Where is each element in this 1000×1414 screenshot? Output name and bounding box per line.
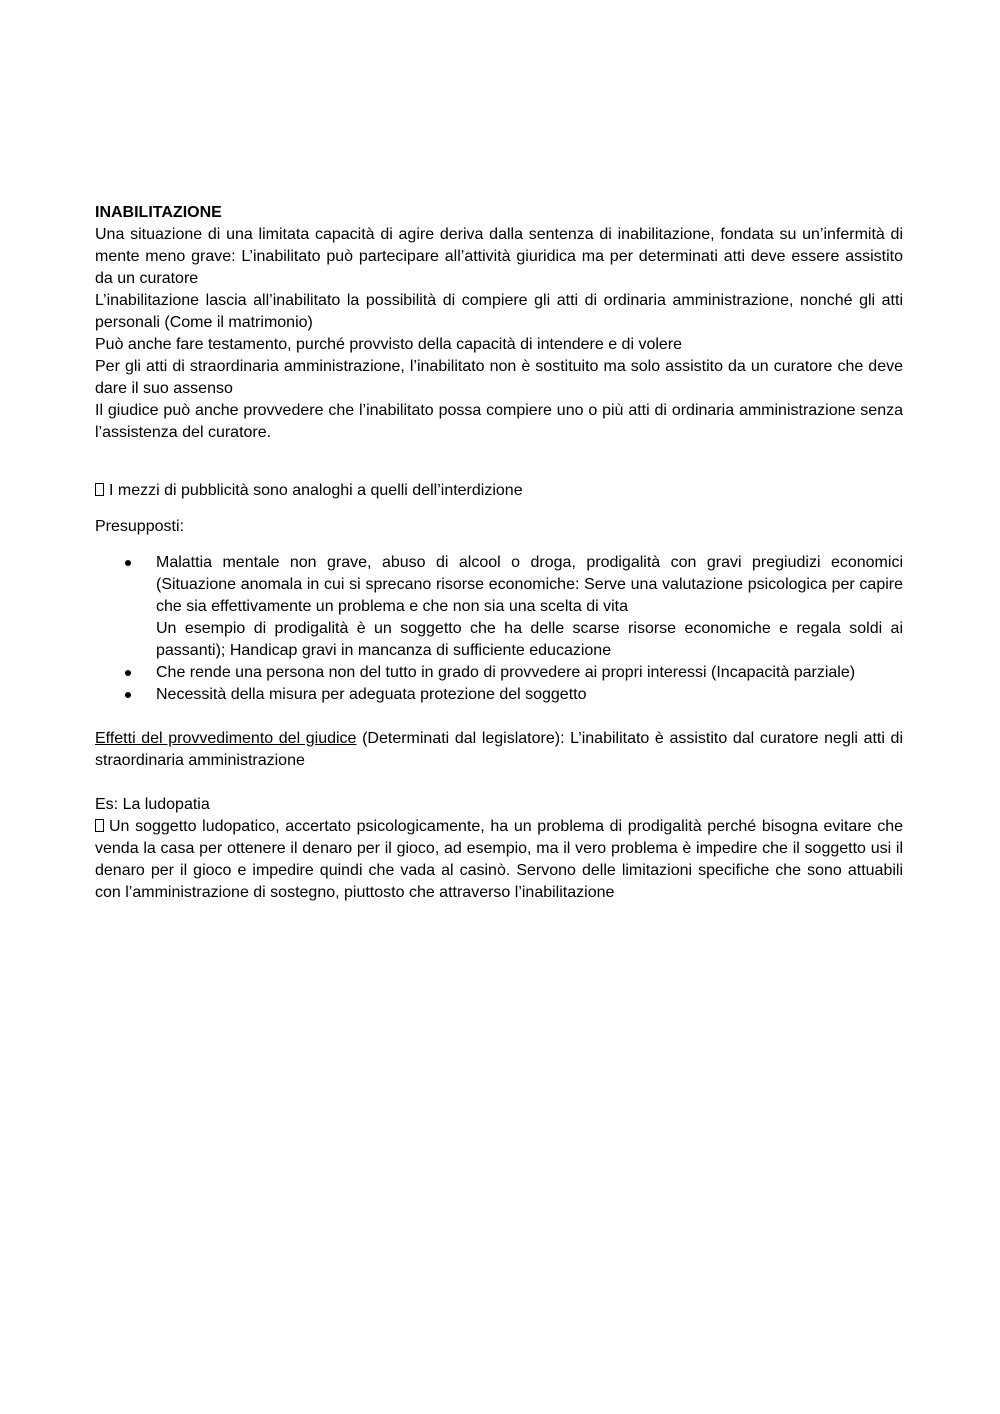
publicity-text: I mezzi di pubblicità sono analoghi a quelli dell’interdizione xyxy=(109,482,523,499)
effects-text: (Determinati dal legislatore): L’inabilitato è assistito dal curatore negli atti di straordinaria amministrazione xyxy=(95,730,904,769)
list-item-text-continued: Un esempio di prodigalità è un soggetto che ha delle scarse risorse economiche e regala soldi ai passanti); Handicap gravi in mancanza di sufficiente educazione xyxy=(156,620,903,659)
publicity-note xyxy=(95,480,903,502)
prerequisites-label: Presupposti: xyxy=(95,518,184,535)
list-item xyxy=(95,552,903,662)
bullet-icon xyxy=(125,670,131,676)
list-item xyxy=(95,684,903,706)
paragraph-testament: Può anche fare testamento, purché provvisto della capacità di intendere e di volere xyxy=(95,336,683,353)
spacer xyxy=(95,772,903,794)
effects-paragraph xyxy=(95,728,903,772)
document-page xyxy=(95,202,903,904)
list-item-text: Che rende una persona non del tutto in grado di provvedere ai propri interessi (Incapacità parziale) xyxy=(156,664,856,681)
paragraph-judge: Il giudice può anche provvedere che l’inabilitato possa compiere uno o più atti di ordinaria amministrazione senza l’assistenza del curatore. xyxy=(95,402,903,441)
list-item-text: Malattia mentale non grave, abuso di alcool o droga, prodigalità con gravi pregiudizi economici (Situazione anomala in cui si sprecano risorse economiche: Serve una valutazione psicologica per capire che sia effettivamente un problema e che non sia una scelta di vita xyxy=(156,554,903,615)
list-item xyxy=(95,662,903,684)
effects-label: Effetti del provvedimento del giudice xyxy=(95,730,357,747)
bullet-icon xyxy=(125,692,131,698)
paragraph-definition: Una situazione di una limitata capacità di agire deriva dalla sentenza di inabilitazione, fondata su un’infermità di mente meno grave: L’inabilitato può partecipare all’attività giuridica ma per determinati atti deve essere assistito da un curatore xyxy=(95,226,903,287)
example-label: Es: La ludopatia xyxy=(95,796,210,813)
section-title: INABILITAZIONE xyxy=(95,204,222,221)
paragraph-ordinary-acts: L’inabilitazione lascia all’inabilitato la possibilità di compiere gli atti di ordinaria amministrazione, nonché gli atti personali (Come il matrimonio) xyxy=(95,292,903,331)
example-text: Un soggetto ludopatico, accertato psicologicamente, ha un problema di prodigalità perché bisogna evitare che venda la casa per ottenere il denaro per il gioco, ad esempio, ma il vero problema è impedire che il soggetto usi il denaro per il gioco e impedire quindi che vada al casinò. Servono delle limitazioni specifiche che sono attuabili con l’amministrazione di sostegno, piuttosto che attraverso l’inabilitazione xyxy=(95,818,903,901)
list-item-text: Necessità della misura per adeguata protezione del soggetto xyxy=(156,686,587,703)
prerequisites-list xyxy=(95,552,903,706)
bullet-icon xyxy=(125,560,131,566)
spacer xyxy=(95,444,903,466)
arrow-glyph-icon xyxy=(95,483,104,496)
spacer xyxy=(95,502,903,516)
paragraph-extraordinary-acts: Per gli atti di straordinaria amministrazione, l’inabilitato non è sostituito ma solo assistito da un curatore che deve dare il suo assenso xyxy=(95,358,903,397)
arrow-glyph-icon xyxy=(95,819,104,832)
spacer xyxy=(95,466,903,480)
spacer xyxy=(95,706,903,728)
example-paragraph xyxy=(95,816,903,904)
